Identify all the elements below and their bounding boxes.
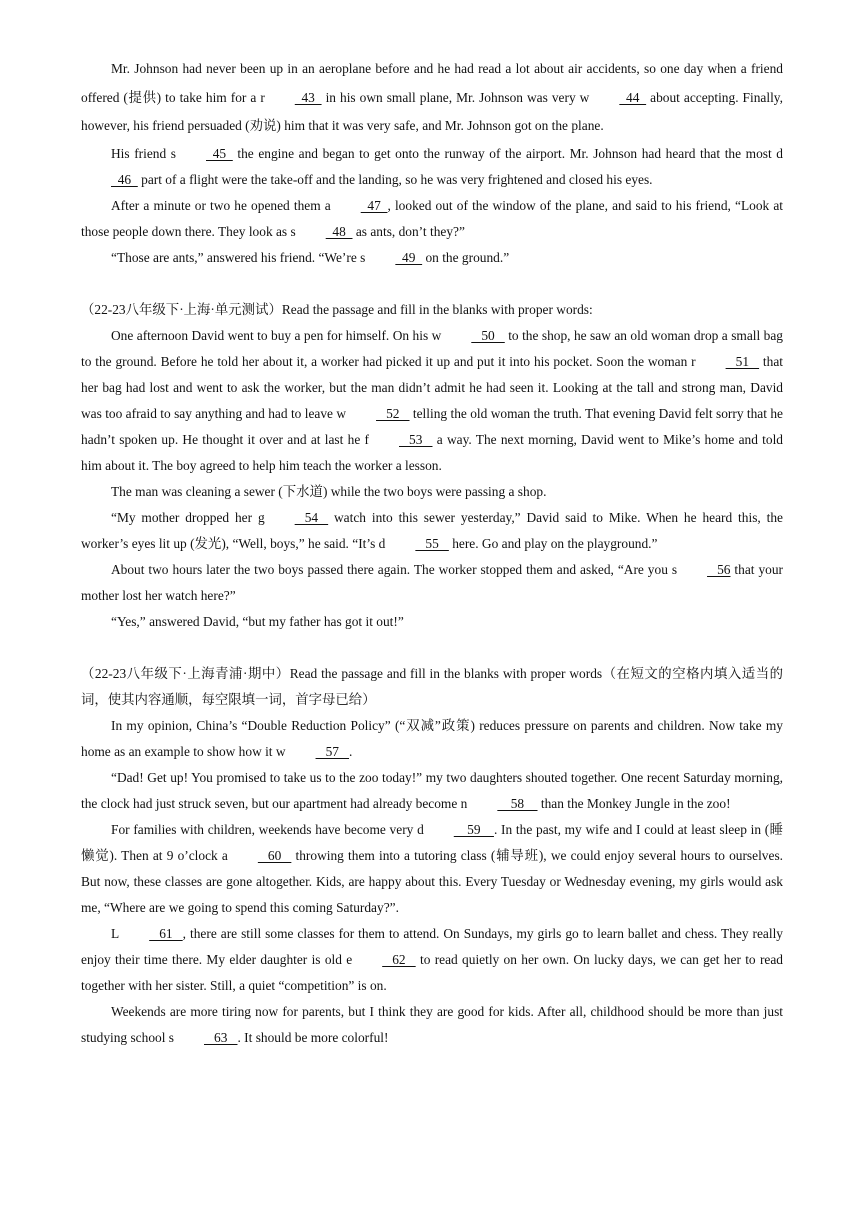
answer-blank[interactable]: 62 — [382, 952, 416, 968]
passage-text: “Yes,” answered David, “but my father has got it out!” — [111, 614, 404, 630]
passage-text: , looked out of the window of the plane, and said to his friend, “Look at those people down there. They look as s — [81, 198, 784, 240]
passage-text: The man was cleaning a sewer (下水道) while the two boys were passing a shop. — [111, 484, 547, 500]
answer-blank[interactable]: 55 — [415, 536, 449, 552]
passage-text: watch into this sewer yesterday,” David said to Mike. When he heard this, the worker’s eyes lit up (发光), “Well, boys,” he said. “It’s d — [81, 510, 783, 552]
answer-blank[interactable]: 57 — [315, 744, 350, 760]
answer-blank[interactable]: 56 — [707, 562, 731, 578]
passage-text: In my opinion, China’s “Double Reduction Policy” (“双减”政策) reduces pressure on parents and children. Now take my home as an example to show how it w — [81, 718, 783, 760]
answer-blank[interactable]: 63 — [204, 1030, 238, 1046]
answer-blank[interactable]: 52 — [376, 406, 410, 422]
passage-text: Mr. Johnson had never been up in an aeroplane before and he had read a lot about air accidents, so one day when a friend offered (提供) to take him for a r — [81, 61, 783, 105]
passage-text: After a minute or two he opened them a — [111, 198, 331, 214]
answer-blank[interactable]: 47 — [360, 198, 388, 214]
paragraph — [81, 245, 783, 271]
paragraph — [81, 55, 783, 141]
paragraph — [81, 817, 783, 921]
answer-blank[interactable]: 45 — [206, 146, 233, 162]
passage-text: One afternoon David went to buy a pen for himself. On his w — [111, 328, 442, 344]
passage-text: telling the old woman the truth. That evening David felt sorry that he hadn’t spoken up. He thought it over and at last he f — [81, 406, 783, 448]
passage-double-reduction — [81, 661, 783, 1051]
passage-text: . In the past, my wife and I could at least sleep in (睡懒觉). Then at 9 o’clock a — [81, 822, 783, 864]
answer-blank[interactable]: 59 — [453, 822, 494, 838]
passage-text: , there are still some classes for them to attend. On Sundays, my girls go to learn ballet and chess. They really enjoy their time there. My elder daughter is old e — [81, 926, 783, 968]
answer-blank[interactable]: 46 — [111, 172, 138, 188]
answer-blank[interactable]: 51 — [725, 354, 760, 370]
paragraph — [81, 999, 783, 1051]
paragraph — [81, 713, 783, 765]
paragraph — [81, 479, 783, 505]
passage-text: L — [111, 926, 120, 942]
passage-text: . — [349, 744, 353, 760]
answer-blank[interactable]: 48 — [325, 224, 353, 240]
passage-text: that her bag had lost and went to ask the worker, but the man didn’t admit he had seen it. Looking at the tall and strong man, David was too afraid to say anything and had to leave w — [81, 354, 783, 422]
passage-heading: （22-23八年级下·上海·单元测试）Read the passage and fill in the blanks with proper words: — [81, 302, 593, 318]
passage-text: part of a flight were the take-off and the landing, so he was very frightened and closed his eyes. — [137, 172, 653, 188]
paragraph — [81, 141, 783, 193]
passage-heading: （22-23八年级下·上海青浦·期中）Read the passage and fill in the blanks with proper words（在短文的空格内填入适当的词，使其内容通顺，每空限填一词，首字母已给） — [81, 666, 783, 708]
paragraph — [81, 921, 783, 999]
worksheet-page — [81, 55, 783, 1051]
paragraph — [81, 765, 783, 817]
passage-text: His friend s — [111, 146, 176, 162]
passage-text: . It should be more colorful! — [237, 1030, 389, 1046]
passage-text: in his own small plane, Mr. Johnson was very w — [321, 89, 590, 105]
passage-text: to read quietly on her own. On lucky days, we can get her to read together with her sister. Still, a quiet “competition” is on. — [81, 952, 783, 994]
passage-text: about accepting. Finally, however, his friend persuaded (劝说) him that it was very safe, and Mr. Johnson got on the plane. — [81, 89, 783, 134]
passage-text: For families with children, weekends have become very d — [111, 822, 424, 838]
passage-text: “My mother dropped her g — [111, 510, 265, 526]
passage-text: here. Go and play on the playground.” — [448, 536, 658, 552]
passage-text: that your mother lost her watch here?” — [81, 562, 783, 604]
passage-david-watch — [81, 297, 783, 635]
paragraph — [81, 193, 783, 245]
passage-text: throwing them into a tutoring class (辅导班), we could enjoy several hours to ourselves. But now, these classes are gone altogether. Kids, are happy about this. Every Tuesday or Wednesday evening, my girls would ask me, “Where are we going to spend this coming Saturday?”. — [81, 848, 783, 916]
passage-air-trip — [81, 55, 783, 271]
answer-blank[interactable]: 53 — [399, 432, 433, 448]
answer-blank[interactable]: 60 — [257, 848, 292, 864]
answer-blank[interactable]: 44 — [619, 89, 647, 105]
paragraph — [81, 609, 783, 635]
passage-text: as ants, don’t they?” — [352, 224, 465, 240]
answer-blank[interactable]: 54 — [294, 510, 329, 526]
paragraph — [81, 557, 783, 609]
passage-text: Weekends are more tiring now for parents, but I think they are good for kids. After all, childhood should be more than just studying school s — [81, 1004, 783, 1046]
passage-text: the engine and began to get onto the runway of the airport. Mr. Johnson had heard that the most d — [232, 146, 783, 162]
answer-blank[interactable]: 50 — [471, 328, 505, 344]
paragraph — [81, 323, 783, 479]
passage-text: a way. The next morning, David went to Mike’s home and told him about it. The boy agreed to help him teach the worker a lesson. — [81, 432, 784, 474]
paragraph — [81, 505, 783, 557]
answer-blank[interactable]: 58 — [497, 796, 538, 812]
passage-text: to the shop, he saw an old woman drop a small bag to the ground. Before he told her about it, a worker had picked it up and put it into his pocket. Soon the woman r — [81, 328, 783, 370]
answer-blank[interactable]: 61 — [149, 926, 183, 942]
passage-text: than the Monkey Jungle in the zoo! — [537, 796, 731, 812]
passage-text: on the ground.” — [422, 250, 510, 266]
passage-text: About two hours later the two boys passed there again. The worker stopped them and asked, “Are you s — [111, 562, 678, 578]
passage-text: “Those are ants,” answered his friend. “We’re s — [111, 250, 366, 266]
answer-blank[interactable]: 43 — [294, 89, 322, 105]
answer-blank[interactable]: 49 — [395, 250, 423, 266]
passage-text: “Dad! Get up! You promised to take us to the zoo today!” my two daughters shouted together. One recent Saturday morning, the clock had just struck seven, but our apartment had already become n — [81, 770, 783, 812]
